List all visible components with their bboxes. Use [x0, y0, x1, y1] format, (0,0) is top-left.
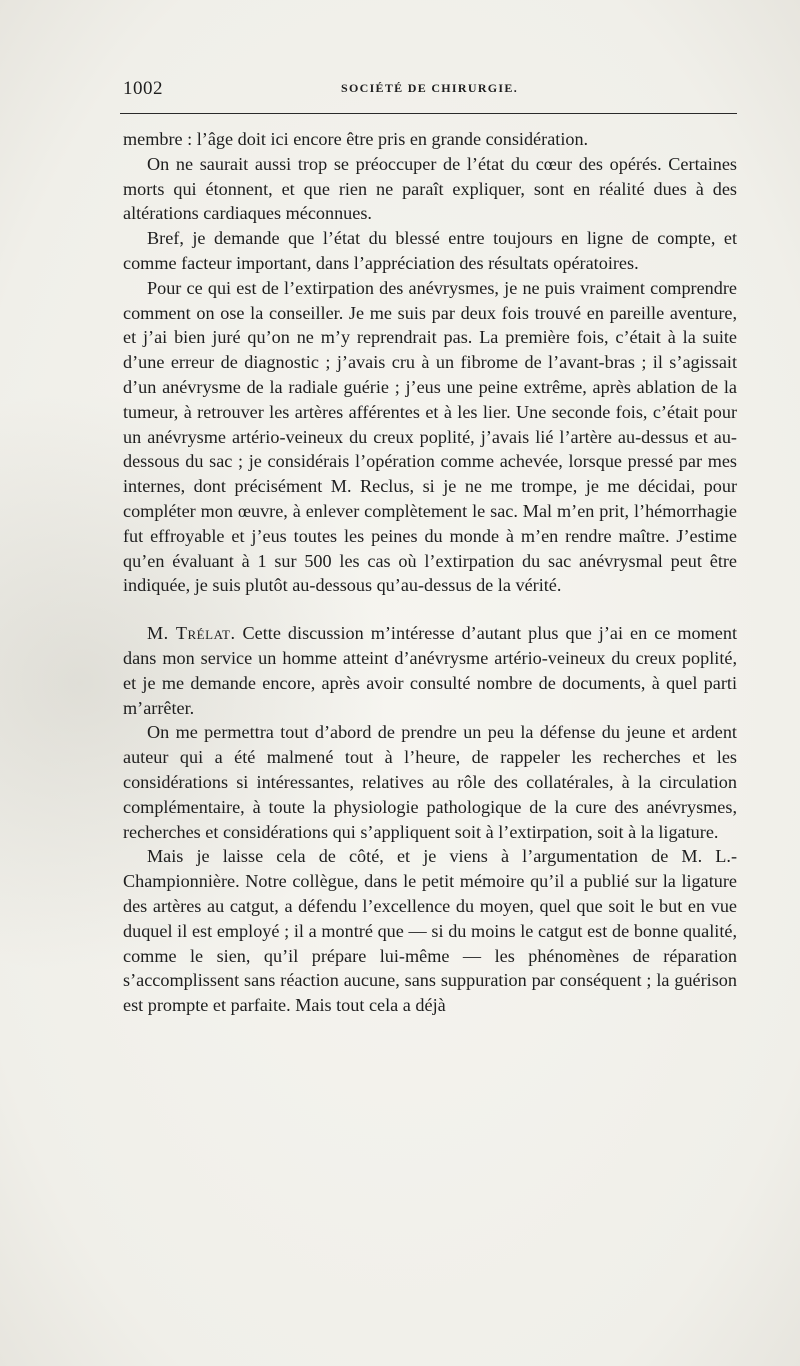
running-head: SOCIÉTÉ DE CHIRURGIE.	[341, 81, 519, 95]
paragraph-extirpation: Pour ce qui est de l’extirpation des anévrysmes, je ne puis vraiment comprendre comment on ose la conseiller. Je me suis par deux fois trouvé en pareille aventure, et j’ai bien juré qu’on ne m’y reprendrait pas. La première fois, c’était à la suite d’une erreur de diagnostic ; j’avais cru à un fibrome de l’avant-bras ; il s’agissait d’un anévrysme de la radiale guérie ; j’eus une peine extrême, après ablation de la tumeur, à retrouver les artères afférentes et à les lier. Une seconde fois, c’était pour un anévrysme artério-veineux du creux poplité, j’avais lié l’artère au-dessus et au-dessous du sac ; je considérais l’opération comme achevée, lorsque pressé par mes internes, dont précisément M. Reclus, si je ne me trompe, je me décidai, pour compléter mon œuvre, à enlever complètement le sac. Mal m’en prit, l’hémorrhagie fut effroyable et j’eus toutes les peines du monde à m’en rendre maître. J’estime qu’en évaluant à 1 sur 500 les cas où l’extirpation du sac anévrysmal peut être indiquée, je suis plutôt au-dessous qu’au-dessus de la vérité.	[123, 277, 737, 596]
page-number: 1002	[123, 78, 163, 99]
body-text	[123, 127, 737, 1018]
paragraph-trelat-intro	[123, 621, 737, 720]
paragraph-trelat-intro-text: Cette discussion m’intéresse d’autant plus que j’ai en ce moment dans mon service un homme atteint d’anévrysme artério-veineux du creux poplité, et je me demande encore, après avoir consulté nombre de documents, à quel parti m’arrêter.	[123, 623, 737, 718]
paragraph-trelat-defense: On me permettra tout d’abord de prendre un peu la défense du jeune et ardent auteur qui a été malmené tout à l’heure, de rappeler les recherches et les considérations si intéressantes, relatives au rôle des collatérales, à la circulation complémentaire, à toute la physiologie pathologique de la cure des anévrysmes, recherches et considérations qui s’appliquent soit à l’extirpation, soit à la ligature.	[123, 722, 737, 842]
paragraph-wounded: Bref, je demande que l’état du blessé entre toujours en ligne de compte, et comme facteur important, dans l’appréciation des résultats opératoires.	[123, 228, 737, 273]
paragraph-continuation: membre : l’âge doit ici encore être pris en grande considération.	[123, 129, 589, 149]
paragraph-trelat-catgut: Mais je laisse cela de côté, et je viens à l’argumentation de M. L.-Championnière. Notre collègue, dans le petit mémoire qu’il a publié sur la ligature des artères au catgut, a défendu l’excellence du moyen, quel que soit le but en vue duquel il est employé ; il a montré que — si du moins le catgut est de bonne qualité, comme le sien, qu’il prépare lui-même — les phénomènes de réparation s’accomplissent sans réaction aucune, sans suppuration par conséquent ; la guérison est prompte et parfaite. Mais tout cela a déjà	[123, 846, 737, 1016]
speaker-name: M. Trélat.	[147, 623, 236, 644]
page-header	[123, 78, 738, 100]
paragraph-heart: On ne saurait aussi trop se préoccuper de l’état du cœur des opérés. Certaines morts qui étonnent, et que rien ne paraît expliquer, sont en réalité dues à des altérations cardiaques méconnues.	[123, 153, 737, 224]
header-rule	[120, 113, 737, 114]
